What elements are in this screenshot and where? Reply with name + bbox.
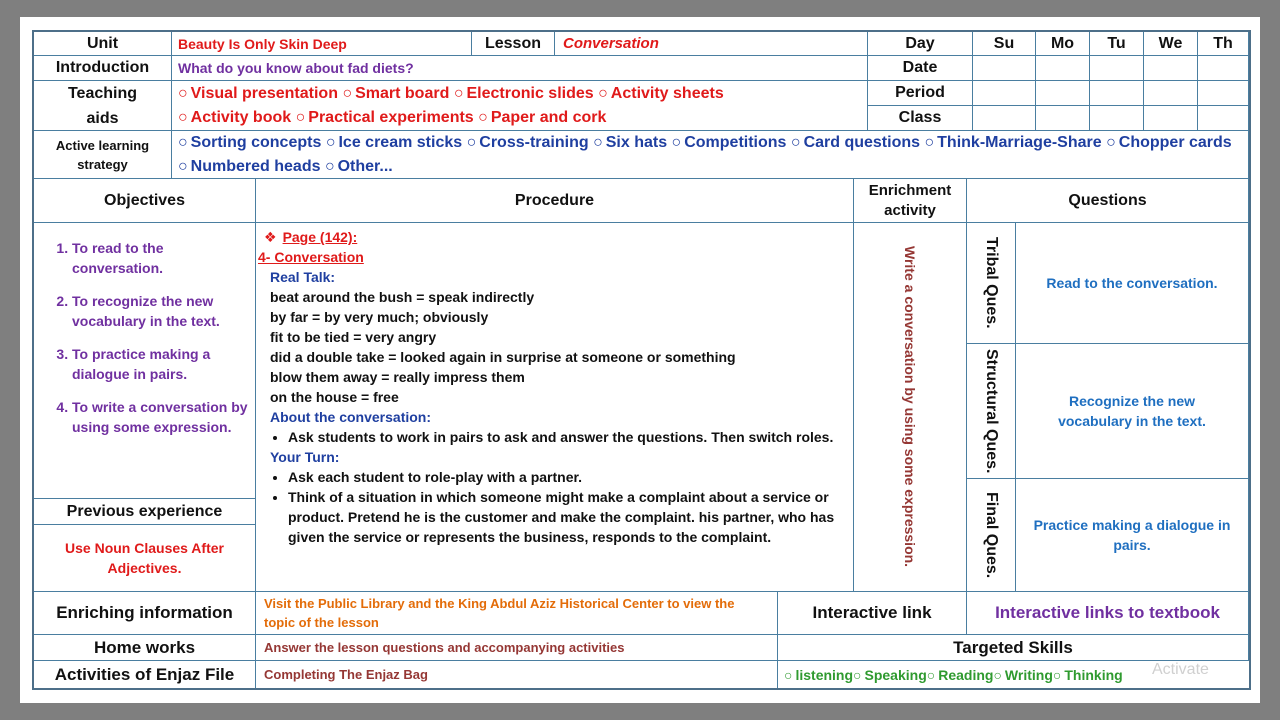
day-th: Th <box>1198 32 1249 56</box>
enriching-value: Visit the Public Library and the King Abdul Aziz Historical Center to view the topic of the lesson <box>256 592 778 635</box>
date-cell <box>1090 56 1144 81</box>
real-talk-line: beat around the bush = speak indirectly <box>270 289 535 305</box>
objectives-cell <box>34 223 256 499</box>
question-text: Read to the conversation. <box>1016 223 1249 344</box>
real-talk-line: blow them away = really impress them <box>270 369 525 385</box>
interactive-link[interactable]: Interactive links to textbook <box>967 592 1249 635</box>
question-type: Tribal Ques. <box>983 237 1000 329</box>
real-talk-line: by far = by very much; obviously <box>270 309 489 325</box>
about-item: • Ask students to work in pairs to ask and answer the questions. Then switch roles. <box>288 427 833 447</box>
lesson-label: Lesson <box>472 32 555 56</box>
previous-experience-value: Use Noun Clauses After Adjectives. <box>34 525 256 592</box>
objective-item: 2. To recognize the new vocabulary in the text. <box>72 291 255 331</box>
strategy-option[interactable]: ○ Other... <box>325 158 393 175</box>
period-cell <box>1198 81 1249 106</box>
your-turn-item: • Think of a situation in which someone might make a complaint about a service or product. Pretend he is the customer and make the complaint. his partner, who has given the service or represents the business, responds to the complaint. <box>288 487 845 547</box>
procedure-cell <box>256 223 854 592</box>
day-su: Su <box>973 32 1036 56</box>
question-text: Recognize the new vocabulary in the text. <box>1016 344 1249 479</box>
day-label: Day <box>868 32 973 56</box>
strategy-options <box>172 131 1249 179</box>
strategy-option[interactable]: ○ Sorting concepts <box>178 134 321 151</box>
enjaz-label: Activities of Enjaz File <box>34 661 256 688</box>
date-label: Date <box>868 56 973 81</box>
unit-label: Unit <box>34 32 172 56</box>
question-type: Final Ques. <box>983 491 1000 579</box>
your-turn-item: • Ask each student to role-play with a partner. <box>288 467 845 487</box>
about-list <box>256 427 833 447</box>
day-we: We <box>1144 32 1198 56</box>
aid-option[interactable]: ○ Electronic slides <box>454 85 594 102</box>
enrichment-header: Enrichment activity <box>854 179 967 223</box>
aid-option[interactable]: ○ Smart board <box>342 85 449 102</box>
your-turn-list <box>256 467 845 547</box>
strategy-option[interactable]: ○ Six hats <box>593 134 667 151</box>
skill-option[interactable]: ○ Thinking <box>1053 667 1123 683</box>
about-label: About the conversation: <box>270 409 432 425</box>
class-cell <box>1198 106 1249 131</box>
diamond-icon: ❖ <box>264 229 277 245</box>
procedure-page: ❖ Page (142): <box>264 229 358 245</box>
strategy-option[interactable]: ○ Chopper cards <box>1106 134 1232 151</box>
class-cell <box>1090 106 1144 131</box>
date-cell <box>973 56 1036 81</box>
intro-label: Introduction <box>34 56 172 81</box>
question-type-cell <box>967 479 1016 592</box>
day-tu: Tu <box>1090 32 1144 56</box>
your-turn-label: Your Turn: <box>270 449 340 465</box>
homework-label: Home works <box>34 635 256 661</box>
objectives-list <box>34 238 255 450</box>
aid-option[interactable]: ○ Practical experiments <box>296 109 474 126</box>
class-cell <box>1144 106 1198 131</box>
day-mo: Mo <box>1036 32 1090 56</box>
question-type: Structural Ques. <box>983 348 1000 474</box>
strategy-option[interactable]: ○ Numbered heads <box>178 158 320 175</box>
objective-item: 3. To practice making a dialogue in pairs. <box>72 344 255 384</box>
question-type-cell <box>967 344 1016 479</box>
real-talk-line: did a double take = looked again in surprise at someone or something <box>270 349 736 365</box>
interactive-link-label: Interactive link <box>778 592 967 635</box>
objective-item: 1. To read to the conversation. <box>72 238 255 278</box>
period-cell <box>973 81 1036 106</box>
aid-option[interactable]: ○ Activity book <box>178 109 291 126</box>
strategy-option[interactable]: ○ Cross-training <box>467 134 589 151</box>
skill-option[interactable]: ○ listening <box>784 667 853 683</box>
class-cell <box>973 106 1036 131</box>
date-cell <box>1036 56 1090 81</box>
intro-value: What do you know about fad diets? <box>172 56 868 81</box>
activate-watermark: Activate <box>1152 661 1209 678</box>
aid-option[interactable]: ○ Paper and cork <box>478 109 606 126</box>
enrichment-cell <box>854 223 967 592</box>
objectives-header: Objectives <box>34 179 256 223</box>
strategy-label: Active learning strategy <box>34 131 172 179</box>
targeted-skills-label: Targeted Skills <box>778 635 1249 661</box>
procedure-section: 4- Conversation <box>258 249 364 265</box>
question-text: Practice making a dialogue in pairs. <box>1016 479 1249 592</box>
enjaz-value: Completing The Enjaz Bag <box>256 661 778 688</box>
enriching-label: Enriching information <box>34 592 256 635</box>
lesson-value: Conversation <box>555 32 868 56</box>
class-cell <box>1036 106 1090 131</box>
period-label: Period <box>868 81 973 106</box>
real-talk-line: fit to be tied = very angry <box>270 329 437 345</box>
skill-option[interactable]: ○ Writing <box>993 667 1052 683</box>
enrichment-text: Write a conversation by using some expression. <box>902 246 918 568</box>
aid-option[interactable]: ○ Activity sheets <box>598 85 724 102</box>
questions-header: Questions <box>967 179 1249 223</box>
teaching-aids-options <box>172 81 868 131</box>
skill-option[interactable]: ○ Speaking <box>853 667 927 683</box>
previous-experience-label: Previous experience <box>34 499 256 525</box>
date-cell <box>1144 56 1198 81</box>
procedure-header: Procedure <box>256 179 854 223</box>
period-cell <box>1036 81 1090 106</box>
aid-option[interactable]: ○ Visual presentation <box>178 85 338 102</box>
unit-value: Beauty Is Only Skin Deep <box>172 32 472 56</box>
strategy-option[interactable]: ○ Ice cream sticks <box>326 134 462 151</box>
date-cell <box>1198 56 1249 81</box>
strategy-option[interactable]: ○ Card questions <box>791 134 920 151</box>
homework-value: Answer the lesson questions and accompanying activities <box>256 635 778 661</box>
teaching-aids-label: Teaching aids <box>34 81 172 131</box>
strategy-option[interactable]: ○ Competitions <box>672 134 787 151</box>
question-type-cell <box>967 223 1016 344</box>
objective-item: 4. To write a conversation by using some expression. <box>72 397 255 437</box>
period-cell <box>1090 81 1144 106</box>
period-cell <box>1144 81 1198 106</box>
real-talk-label: Real Talk: <box>270 269 336 285</box>
class-label: Class <box>868 106 973 131</box>
skill-option[interactable]: ○ Reading <box>927 667 994 683</box>
real-talk-line: on the house = free <box>270 389 399 405</box>
strategy-option[interactable]: ○ Think-Marriage-Share <box>924 134 1101 151</box>
